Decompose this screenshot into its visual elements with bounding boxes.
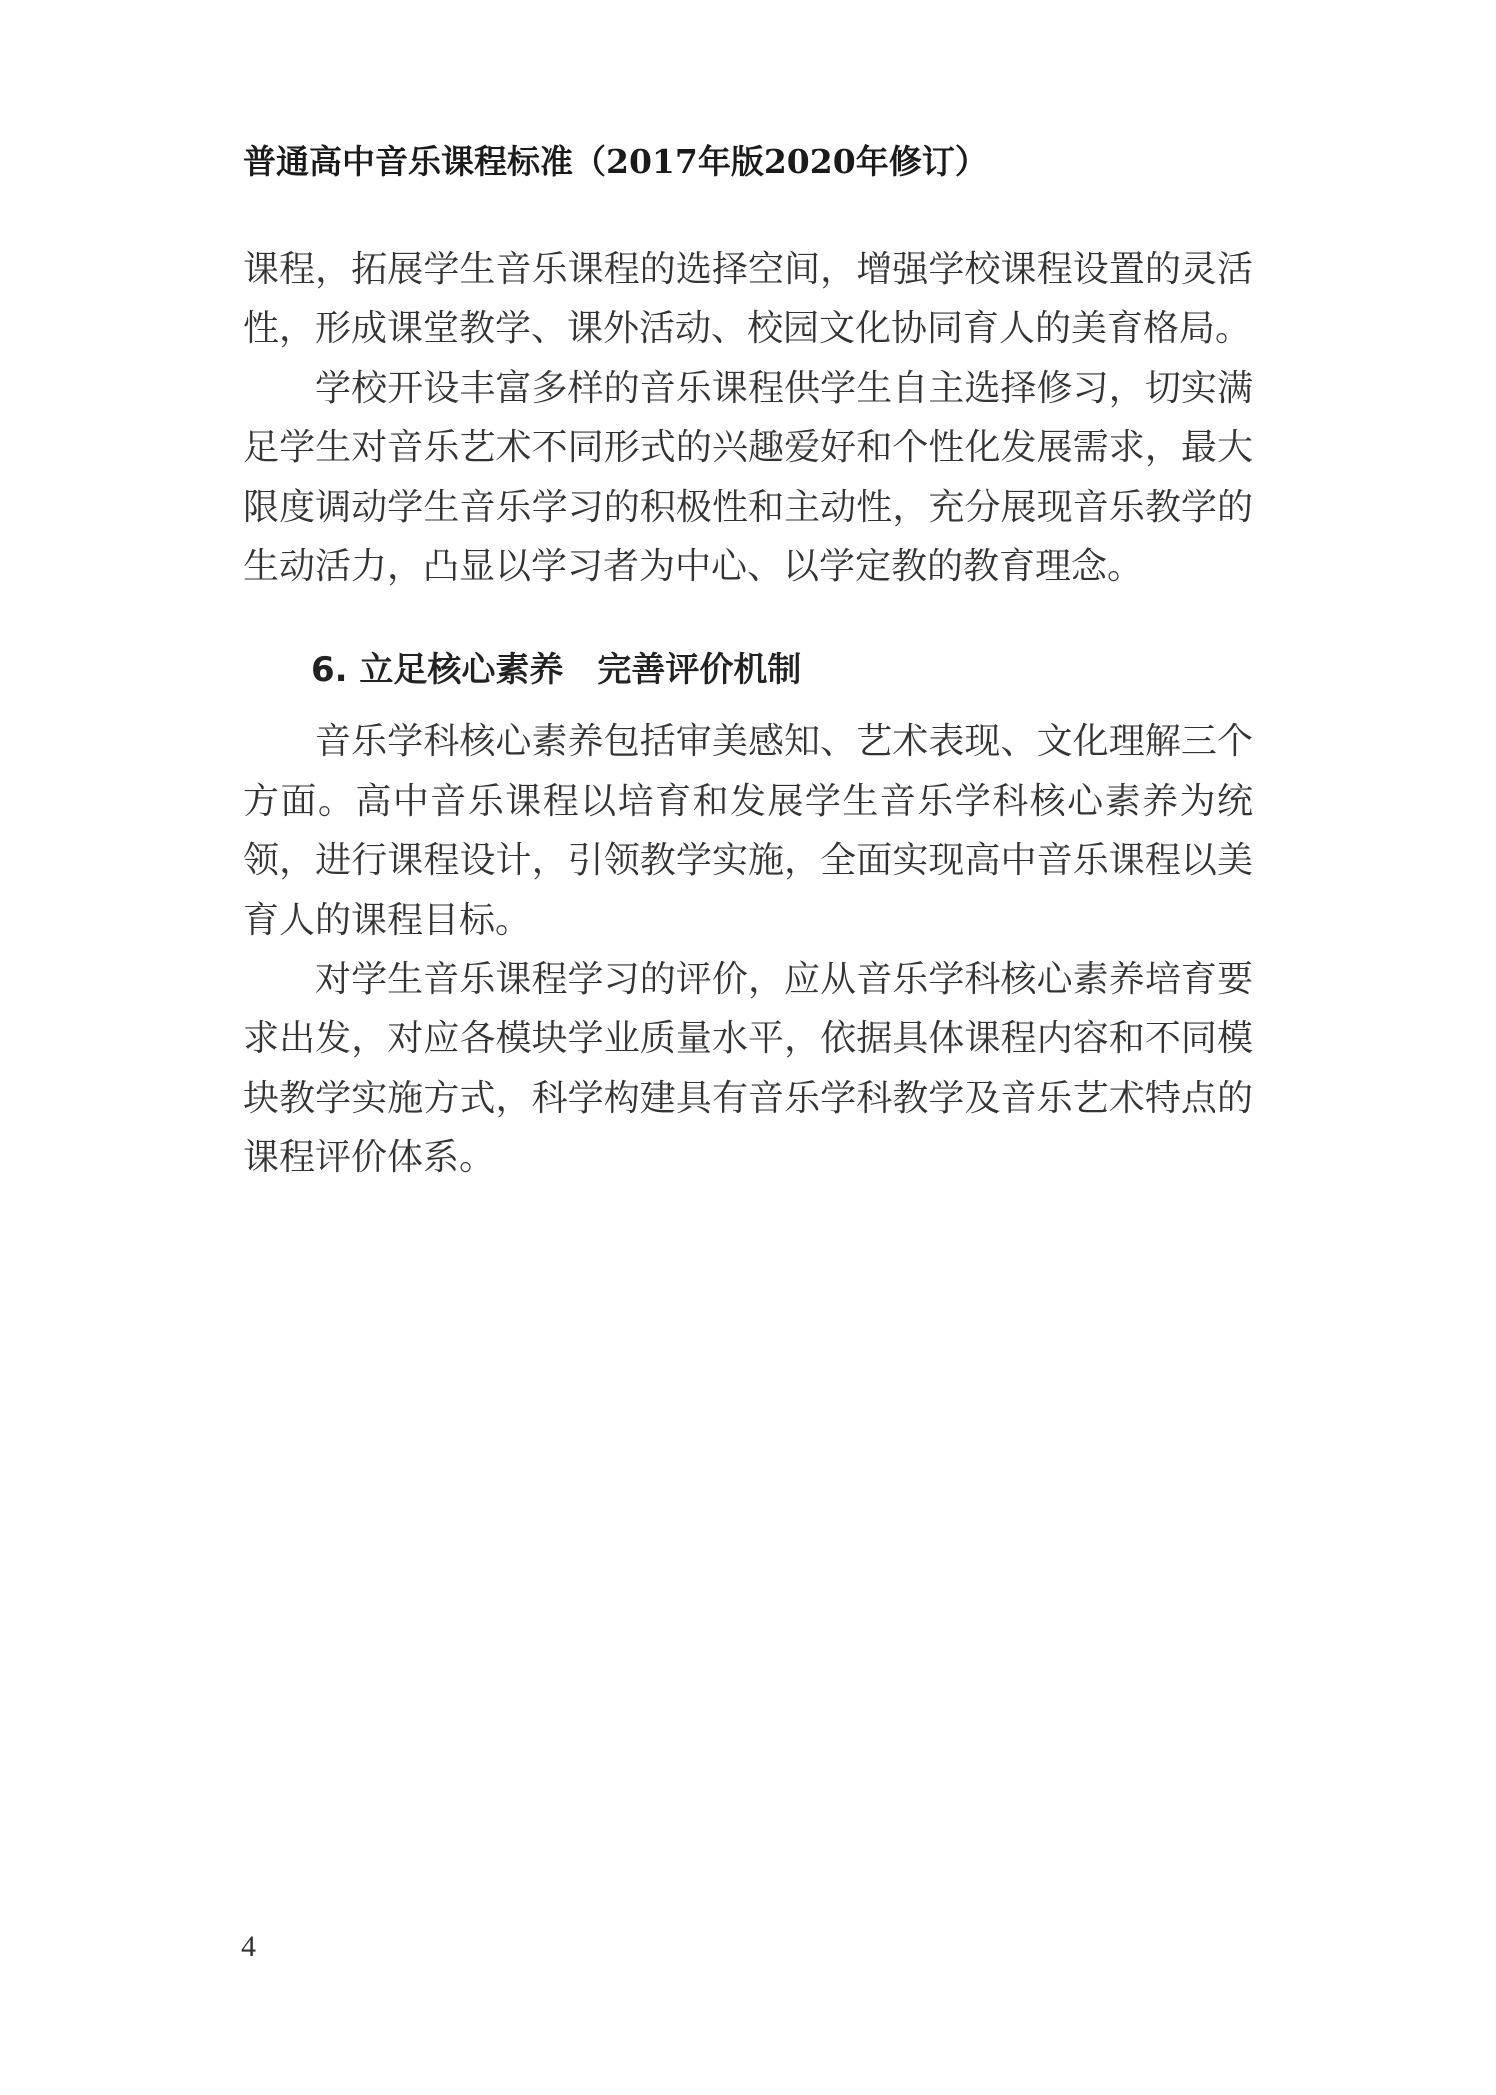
section-heading: 6. 立足核心素养 完善评价机制	[311, 650, 802, 691]
paragraph-course-selection: 学校开设丰富多样的音乐课程供学生自主选择修习，切实满足学生对音乐艺术不同形式的兴趣爱好和个性化发展需求，最大限度调动学生音乐学习的积极性和主动性，充分展现音乐教学的生动活力，凸显以学习者为中心、以学定教的教育理念。	[243, 367, 1253, 588]
paragraph-core-literacy: 音乐学科核心素养包括审美感知、艺术表现、文化理解三个方面。高中音乐课程以培育和发展学生音乐学科核心素养为统领，进行课程设计，引领教学实施，全面实现高中音乐课程以美育人的课程目标。	[243, 721, 1253, 941]
page-number: 4	[241, 1930, 256, 1963]
running-header: 普通高中音乐课程标准（2017年版2020年修订）	[243, 142, 988, 181]
document-body	[243, 240, 1253, 1188]
paragraph-evaluation: 对学生音乐课程学习的评价，应从音乐学科核心素养培育要求出发，对应各模块学业质量水平，依据具体课程内容和不同模块教学实施方式，科学构建具有音乐学科教学及音乐艺术特点的课程评价体系。	[243, 959, 1253, 1179]
paragraph-continued: 课程，拓展学生音乐课程的选择空间，增强学校课程设置的灵活性，形成课堂教学、课外活动、校园文化协同育人的美育格局。	[243, 249, 1253, 350]
